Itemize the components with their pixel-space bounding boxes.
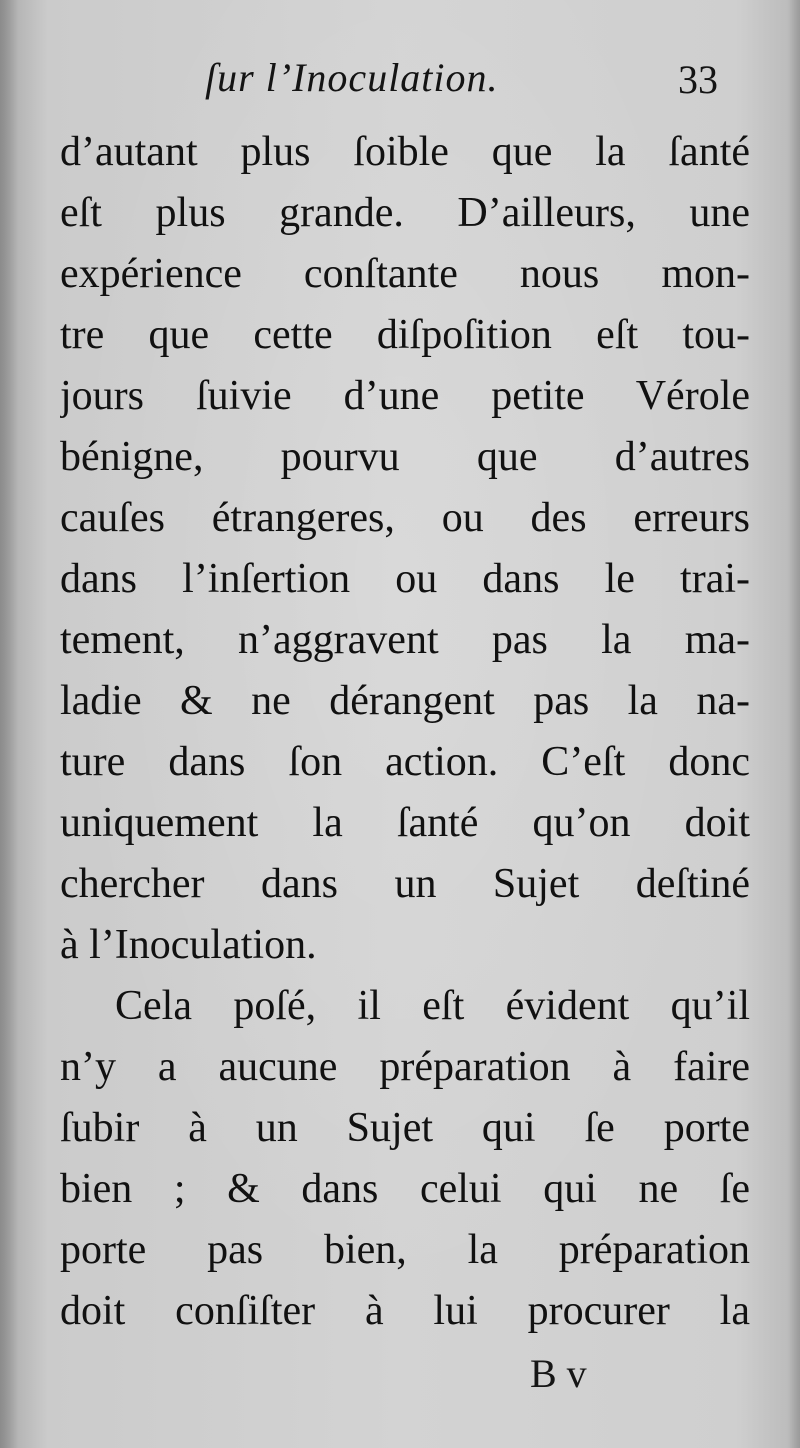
paragraph-2 — [60, 976, 750, 1342]
text-line: tement, n’aggravent pas la ma- — [60, 617, 750, 663]
text-line: ſubir à un Sujet qui ſe porte — [60, 1105, 750, 1151]
text-line: bien ; & dans celui qui ne ſe — [60, 1166, 750, 1212]
text-line: chercher dans un Sujet deſtiné — [60, 861, 750, 907]
text-line: bénigne, pourvu que d’autres — [60, 434, 750, 480]
text-line: uniquement la ſanté qu’on doit — [60, 800, 750, 846]
signature-mark: B v — [530, 1351, 587, 1396]
text-line: porte pas bien, la préparation — [60, 1227, 750, 1273]
text-line: n’y a aucune préparation à faire — [60, 1044, 750, 1090]
text-line: ladie & ne dérangent pas la na- — [60, 678, 750, 724]
text-line: tre que cette diſpoſition eſt tou- — [60, 312, 750, 358]
text-line: à l’Inoculation. — [60, 922, 317, 968]
text-line: jours ſuivie d’une petite Vérole — [60, 373, 750, 419]
right-page-shadow — [788, 0, 800, 1448]
text-line: eſt plus grande. D’ailleurs, une — [60, 190, 750, 236]
running-head: ſur l’Inoculation. — [205, 55, 499, 100]
main-text — [60, 122, 750, 1342]
page-header — [0, 54, 800, 114]
text-line: d’autant plus ſoible que la ſanté — [60, 129, 750, 175]
text-line: ture dans ſon action. C’eſt donc — [60, 739, 750, 785]
text-line: doit conſiſter à lui procurer la — [60, 1288, 750, 1334]
paragraph-1 — [60, 122, 750, 976]
text-line: Cela poſé, il eſt évident qu’il — [115, 983, 750, 1029]
text-line: dans l’inſertion ou dans le trai- — [60, 556, 750, 602]
page-number: 33 — [678, 57, 718, 102]
text-line: expérience conſtante nous mon- — [60, 251, 750, 297]
text-line: cauſes étrangeres, ou des erreurs — [60, 495, 750, 541]
left-page-shadow — [0, 0, 18, 1448]
